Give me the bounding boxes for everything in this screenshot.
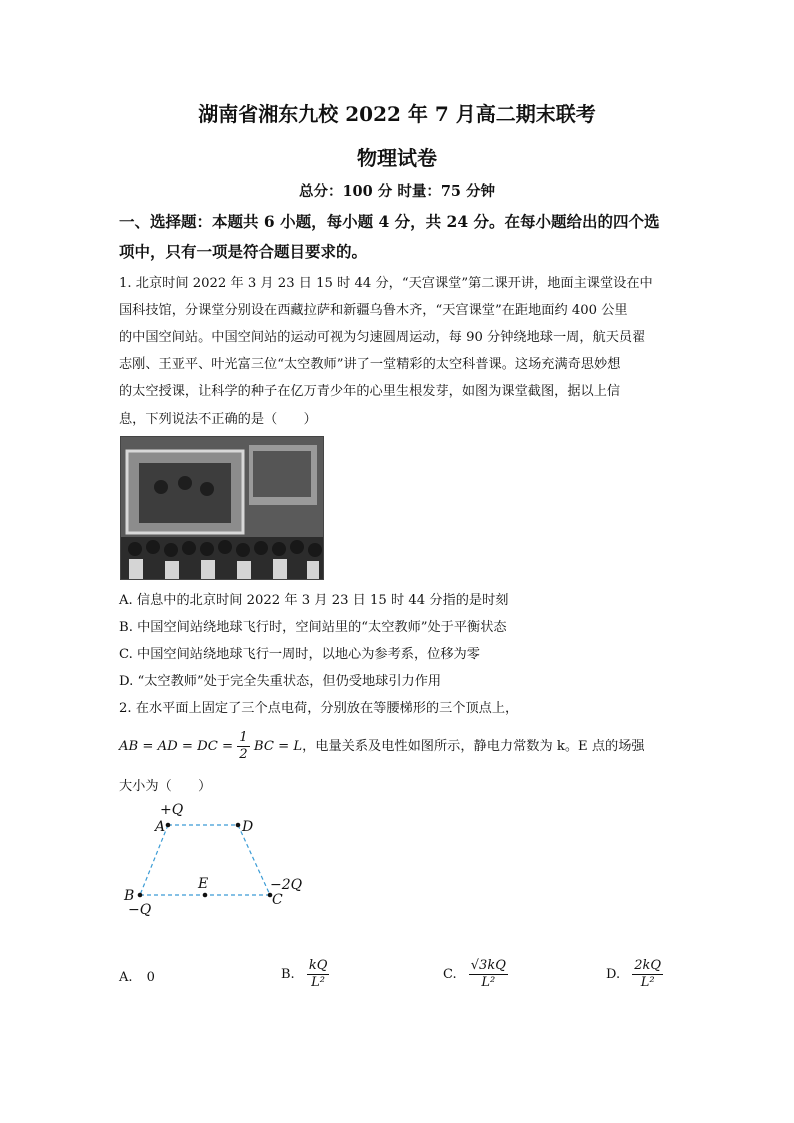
- label-b: B: [124, 888, 135, 904]
- q1-line: 志刚、王亚平、叶光富三位“太空教师”讲了一堂精彩的太空科普课。这场充满奇思妙想: [119, 357, 621, 372]
- answer-fraction: [632, 958, 663, 991]
- answer-label: D.: [606, 967, 621, 982]
- answer-fraction: [469, 958, 508, 991]
- q1-option-b: B. 中国空间站绕地球飞行时，空间站里的“太空教师”处于平衡状态: [119, 620, 507, 635]
- q1-line: 1. 北京时间 2022 年 3 月 23 日 15 时 44 分，“天宫课堂”第二课开讲，地面主课堂设在中: [119, 276, 653, 291]
- fraction-numerator: 1: [239, 730, 248, 745]
- exam-title: 湖南省湘东九校 2022 年 7 月高二期末联考: [198, 102, 596, 126]
- label-a: A: [155, 819, 166, 835]
- point-b: [138, 893, 143, 898]
- exam-subtitle: 物理试卷: [357, 146, 437, 170]
- q2-formula-line: [119, 730, 645, 763]
- q1-line: 的太空授课，让科学的种子在亿万青少年的心里生根发芽，如图为课堂截图，据以上信: [119, 384, 621, 399]
- point-a: [166, 823, 171, 828]
- fraction-denominator: 2: [239, 747, 248, 762]
- formula-left: AB = AD = DC =: [119, 739, 234, 754]
- edge-ab: [140, 825, 168, 895]
- answer-label: C.: [443, 967, 457, 982]
- q1-line: 的中国空间站。中国空间站的运动可视为匀速圆周运动，每 90 分钟绕地球一周，航天员翟: [119, 330, 646, 345]
- trapezoid-diagram: [118, 800, 318, 925]
- q2-answer-c: [443, 958, 508, 991]
- q2-answer-a: [119, 970, 155, 985]
- fraction-numerator: √3kQ: [470, 958, 506, 973]
- fraction-denominator: L²: [481, 975, 496, 990]
- classroom-photo: [120, 436, 324, 580]
- point-d: [236, 823, 241, 828]
- charge-a: +Q: [160, 802, 184, 818]
- answer-fraction: [307, 958, 330, 991]
- section-heading-line2: 项中，只有一项是符合题目要求的。: [119, 242, 368, 261]
- answer-value: 0: [146, 970, 155, 985]
- q2-answer-b: [281, 958, 329, 991]
- answer-label: B.: [281, 967, 295, 982]
- q1-option-d: D. “太空教师”处于完全失重状态，但仍受地球引力作用: [119, 674, 442, 689]
- fraction-denominator: L²: [640, 975, 655, 990]
- fraction-half: [237, 730, 249, 763]
- charge-b: −Q: [128, 902, 152, 918]
- answer-label: A.: [119, 970, 133, 985]
- q1-line: 息，下列说法不正确的是（ ）: [119, 412, 317, 427]
- q2-answer-d: [606, 958, 663, 991]
- formula-right: BC = L: [253, 739, 303, 754]
- label-c: C: [272, 892, 283, 908]
- charge-c: −2Q: [270, 877, 303, 893]
- exam-info: 总分：100 分 时量：75 分钟: [298, 183, 496, 200]
- label-e: E: [198, 876, 209, 892]
- classroom-photo-graphic: [121, 437, 323, 579]
- point-e: [203, 893, 208, 898]
- fraction-numerator: kQ: [308, 958, 328, 973]
- q2-line3: 大小为（ ）: [119, 779, 212, 794]
- edge-dc: [238, 825, 270, 895]
- q1-line: 国科技馆，分课堂分别设在西藏拉萨和新疆乌鲁木齐，“天宫课堂”在距地面约 400 公里: [119, 303, 628, 318]
- label-d: D: [242, 819, 254, 835]
- section-heading-line1: 一、选择题：本题共 6 小题，每小题 4 分，共 24 分。在每小题给出的四个选: [119, 212, 660, 231]
- fraction-denominator: L²: [311, 975, 326, 990]
- q1-option-c: C. 中国空间站绕地球飞行一周时，以地心为参考系，位移为零: [119, 647, 480, 662]
- fraction-numerator: 2kQ: [634, 958, 662, 973]
- q1-option-a: A. 信息中的北京时间 2022 年 3 月 23 日 15 时 44 分指的是时刻: [119, 593, 509, 608]
- formula-tail: ，电量关系及电性如图所示，静电力常数为 k。E 点的场强: [302, 739, 645, 754]
- q2-line1: 2. 在水平面上固定了三个点电荷，分别放在等腰梯形的三个顶点上，: [119, 701, 519, 716]
